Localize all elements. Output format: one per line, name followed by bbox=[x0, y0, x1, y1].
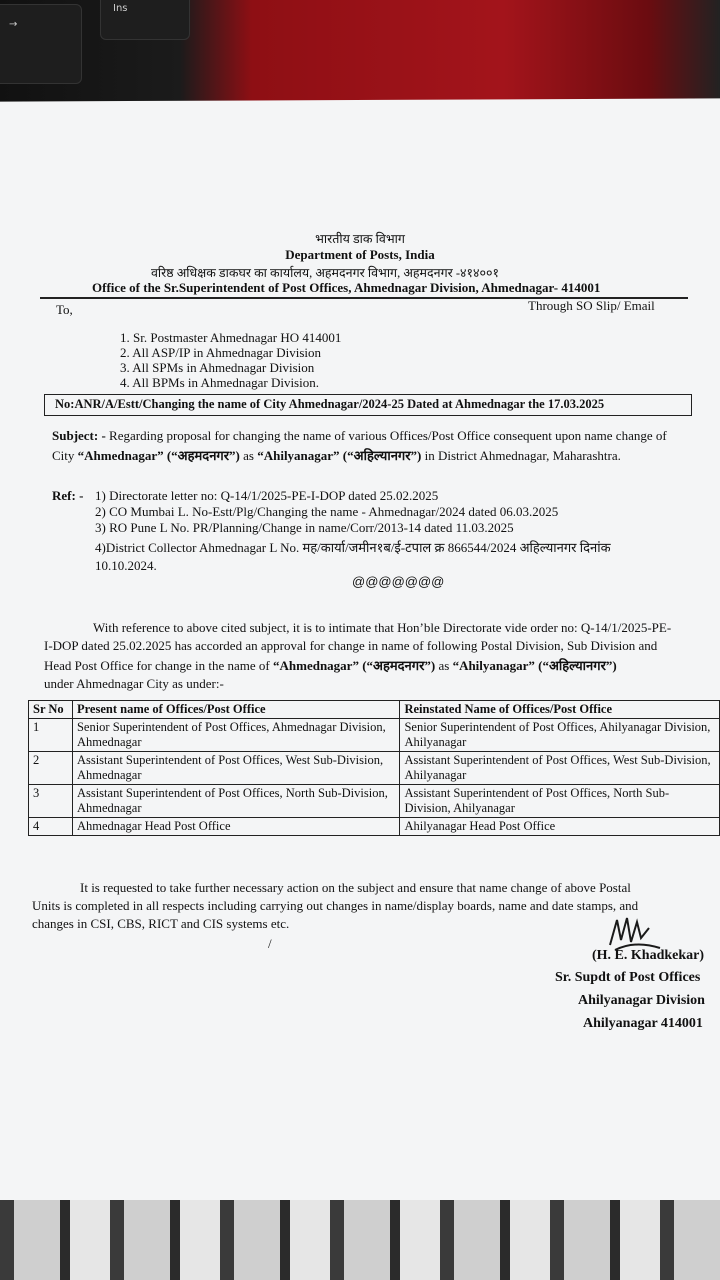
signatory-designation: Sr. Supdt of Post Offices bbox=[555, 970, 701, 985]
table-cell: Ahmednagar Head Post Office bbox=[72, 818, 400, 836]
table-row bbox=[29, 818, 720, 836]
table-header: Sr No bbox=[29, 701, 73, 719]
table-cell: Senior Superintendent of Post Offices, Ahilyanagar Division, Ahilyanagar bbox=[400, 719, 720, 752]
closing-line-2: Units is completed in all respects including carrying out changes in name/display boards, name and date stamps, and bbox=[32, 898, 639, 913]
subject-line-2 bbox=[52, 446, 621, 464]
name-change-table bbox=[28, 700, 720, 836]
table-header: Reinstated Name of Offices/Post Office bbox=[400, 701, 720, 719]
to-label: To, bbox=[56, 302, 73, 317]
body-new-name: “Ahilyanagar” (“अहिल्यानगर”) bbox=[452, 658, 617, 673]
table-cell: Senior Superintendent of Post Offices, Ahmednagar Division, Ahmednagar bbox=[72, 719, 400, 752]
signatory-name: (H. E. Khadkekar) bbox=[592, 948, 705, 963]
body-old-name: “Ahmednagar” (“अहमदनगर”) bbox=[273, 658, 436, 673]
recipient-item: 3. All SPMs in Ahmednagar Division bbox=[120, 360, 315, 375]
recipient-item: 2. All ASP/IP in Ahmednagar Division bbox=[120, 345, 322, 360]
body-line-2: I-DOP dated 25.02.2025 has accorded an approval for change in name of following Postal Division, Sub Division and bbox=[44, 638, 658, 653]
reference-number: No:ANR/A/Estt/Changing the name of City Ahmednagar/2024-25 Dated at Ahmednagar the 17.03.2025 bbox=[55, 397, 605, 411]
signatory-city: Ahilyanagar 414001 bbox=[583, 1016, 703, 1031]
table-cell: Assistant Superintendent of Post Offices, North Sub-Division, Ahilyanagar bbox=[400, 785, 720, 818]
ref-item: 10.10.2024. bbox=[95, 558, 157, 573]
table-cell: 1 bbox=[29, 719, 73, 752]
table-cell: Ahilyanagar Head Post Office bbox=[400, 818, 720, 836]
body-line-4: under Ahmednagar City as under:- bbox=[44, 676, 224, 691]
table-row bbox=[29, 785, 720, 818]
ref-item: 1) Directorate letter no: Q-14/1/2025-PE-I-DOP dated 25.02.2025 bbox=[95, 488, 439, 503]
insert-key-label: Ins bbox=[113, 3, 128, 14]
body-line-1: With reference to above cited subject, it is to intimate that Hon’ble Directorate vide order no: Q-14/1/2025-PE- bbox=[93, 620, 672, 635]
body-line-3 bbox=[44, 656, 617, 674]
closing-line-3: changes in CSI, CBS, RICT and CIS systems etc. bbox=[32, 916, 290, 931]
subject-as: as bbox=[239, 448, 258, 463]
table-cell: Assistant Superintendent of Post Offices, North Sub-Division, Ahmednagar bbox=[72, 785, 400, 818]
header-dept: Department of Posts, India bbox=[285, 247, 435, 262]
header-hindi-dept: भारतीय डाक विभाग bbox=[315, 232, 405, 246]
subject-label: Subject: - bbox=[52, 428, 106, 443]
table-cell: 3 bbox=[29, 785, 73, 818]
reference-number-box bbox=[44, 394, 692, 416]
body-line-3-start: Head Post Office for change in the name of bbox=[44, 658, 273, 673]
header-hindi-office: वरिष्ठ अधिक्षक डाकघर का कार्यालय, अहमदनगर विभाग, अहमदनगर -४१४००१ bbox=[150, 266, 500, 280]
table-cell: 2 bbox=[29, 752, 73, 785]
ref-item: 3) RO Pune L No. PR/Planning/Change in name/Corr/2013-14 dated 11.03.2025 bbox=[95, 520, 514, 535]
separator: @@@@@@@ bbox=[352, 574, 445, 589]
table-cell: 4 bbox=[29, 818, 73, 836]
table-header: Present name of Offices/Post Office bbox=[72, 701, 400, 719]
body-as: as bbox=[435, 658, 453, 673]
ref-label: Ref: - bbox=[52, 488, 84, 503]
subject-district: in District Ahmednagar, Maharashtra. bbox=[421, 448, 621, 463]
ref-item: 4)District Collector Ahmednagar L No. मह/कार्या/जमीन१ब/ई-टपाल क्र 866544/2024 अहिल्यानगर दिनांक bbox=[95, 540, 611, 555]
arrow-key-label: → bbox=[9, 19, 18, 30]
pen-mark: / bbox=[268, 936, 272, 951]
subject-new-name: “Ahilyanagar” (“अहिल्यानगर”) bbox=[257, 448, 422, 463]
subject-line-1 bbox=[52, 428, 667, 444]
table-row bbox=[29, 752, 720, 785]
table-cell: Assistant Superintendent of Post Offices, West Sub-Division, Ahmednagar bbox=[72, 752, 400, 785]
table-row bbox=[29, 719, 720, 752]
table-cell: Assistant Superintendent of Post Offices, West Sub-Division, Ahilyanagar bbox=[400, 752, 720, 785]
header-office: Office of the Sr.Superintendent of Post Offices, Ahmednagar Division, Ahmednagar- 414001 bbox=[92, 280, 601, 295]
recipient-item: 4. All BPMs in Ahmednagar Division. bbox=[120, 375, 319, 390]
closing-line-1: It is requested to take further necessary action on the subject and ensure that name change of above Postal bbox=[80, 880, 631, 895]
table-header-row bbox=[29, 701, 720, 719]
through-label: Through SO Slip/ Email bbox=[528, 298, 655, 313]
subject-old-name: “Ahmednagar” (“अहमदनगर”) bbox=[77, 448, 240, 463]
signatory-division: Ahilyanagar Division bbox=[578, 993, 705, 1008]
subject-city: City bbox=[52, 448, 78, 463]
ref-item: 2) CO Mumbai L. No-Estt/Plg/Changing the name - Ahmednagar/2024 dated 06.03.2025 bbox=[95, 504, 559, 519]
subject-text: Regarding proposal for changing the name of various Offices/Post Office consequent upon name change of bbox=[105, 428, 667, 443]
recipient-item: 1. Sr. Postmaster Ahmednagar HO 414001 bbox=[120, 330, 342, 345]
